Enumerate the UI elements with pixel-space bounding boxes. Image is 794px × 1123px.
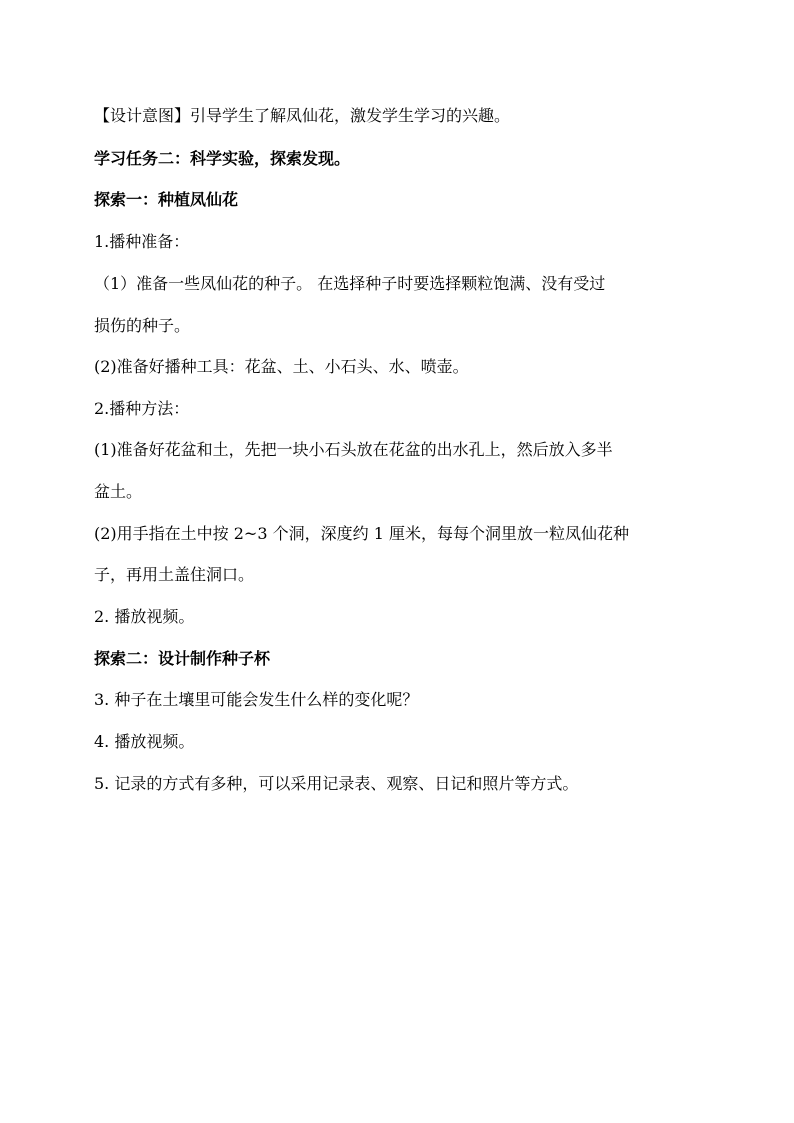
play-video-item-2: 4. 播放视频。	[94, 732, 195, 751]
task-two-heading: 学习任务二：科学实验，探索发现。	[94, 149, 351, 168]
design-intent-text: 【设计意图】引导学生了解凤仙花，激发学生学习的兴趣。	[94, 106, 511, 125]
sowing-prep-heading: 1.播种准备：	[94, 232, 190, 251]
method-item-1-line-1: (1)准备好花盆和土，先把一块小石头放在花盆的出水孔上，然后放入多半	[94, 440, 613, 459]
question-item: 3. 种子在土壤里可能会发生什么样的变化呢？	[94, 690, 419, 709]
prep-item-2: (2)准备好播种工具：花盆、土、小石头、水、喷壶。	[94, 357, 469, 376]
prep-item-1-line-2: 损伤的种子。	[94, 316, 191, 335]
play-video-item-1: 2. 播放视频。	[94, 607, 195, 626]
record-method-item: 5. 记录的方式有多种，可以采用记录表、观察、日记和照片等方式。	[94, 774, 579, 793]
method-item-2-line-2: 子，再用土盖住洞口。	[94, 565, 255, 584]
explore-one-heading: 探索一：种植凤仙花	[94, 190, 239, 209]
method-item-1-line-2: 盆土。	[94, 482, 143, 501]
prep-item-1-line-1: （1）准备一些凤仙花的种子。 在选择种子时要选择颗粒饱满、没有受过	[94, 274, 606, 293]
method-item-2-line-1: (2)用手指在土中按 2~3 个洞，深度约 1 厘米，每每个洞里放一粒凤仙花种	[94, 524, 629, 543]
explore-two-heading: 探索二：设计制作种子杯	[94, 649, 271, 668]
sowing-method-heading: 2.播种方法：	[94, 399, 190, 418]
